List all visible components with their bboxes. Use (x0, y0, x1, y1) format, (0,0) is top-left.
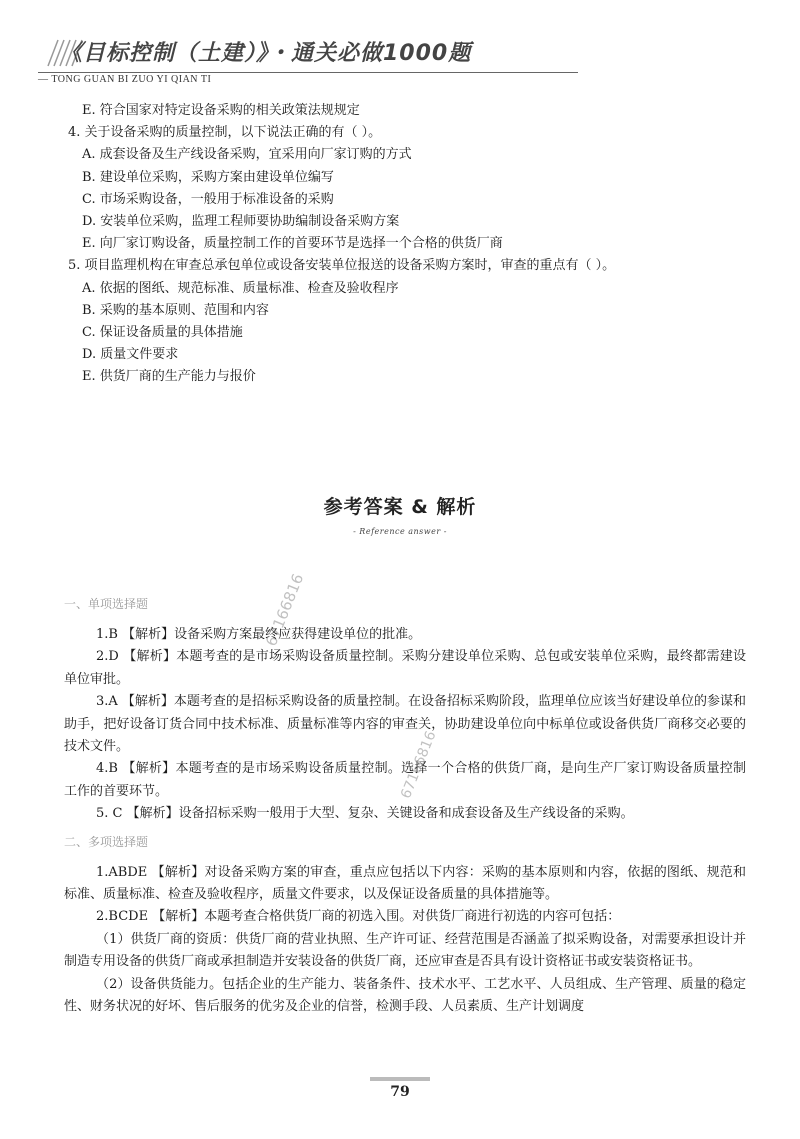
single-choice-label: 一、单项选择题 (64, 597, 149, 611)
q4-option-b: B. 建设单位采购，采购方案由建设单位编写 (82, 169, 334, 185)
multi-answer-1: 1.ABDE 【解析】对设备采购方案的审查，重点应包括以下内容：采购的基本原则和内容，依据的图纸、规范和标准、质量标准、检查及验收程序，质量文件要求，以及保证设备质量的具体措施等。 (64, 864, 746, 903)
q4-stem: 4. 关于设备采购的质量控制，以下说法正确的有（ ）。 (68, 125, 382, 141)
answer-section-heading (0, 492, 800, 536)
q5-option-d: D. 质量文件要求 (82, 347, 179, 363)
header-rule (38, 72, 578, 73)
single-answer-3: 3.A 【解析】本题考查的是招标采购设备的质量控制。在设备招标采购阶段，监理单位应该当好建设单位的参谋和助手，把好设备订货合同中技术标准、质量标准等内容的审查关，协助建设单位向中标单位或设备供货厂商移交必要的技术文件。 (64, 694, 746, 755)
single-answer-5: 5. C 【解析】设备招标采购一般用于大型、复杂、关键设备和成套设备及生产线设备的采购。 (96, 806, 634, 822)
question-block (68, 100, 758, 389)
single-answer-1: 1.B 【解析】设备采购方案最终应获得建设单位的批准。 (96, 627, 422, 642)
q5-option-c: C. 保证设备质量的具体措施 (82, 325, 243, 341)
q4-option-a: A. 成套设备及生产线设备采购，宜采用向厂家订购的方式 (82, 147, 412, 163)
multi-answer-2-item-1: （1）供货厂商的资质：供货厂商的营业执照、生产许可证、经营范围是否涵盖了拟采购设备，对需要承担设计并制造专用设备的供货厂商或承担制造并安装设备的供货厂商，还应审查是否具有设计资格证书或安装资格证书。 (64, 931, 746, 970)
q4-option-c: C. 市场采购设备，一般用于标准设备的采购 (82, 191, 334, 207)
page-number-decoration (370, 1076, 430, 1082)
q5-option-e: E. 供货厂商的生产能力与报价 (82, 369, 256, 385)
q5-option-a: A. 依据的图纸、规范标准、质量标准、检查及验收程序 (82, 280, 399, 296)
page-number: 79 (390, 1084, 410, 1100)
q5-option-b: B. 采购的基本原则、范围和内容 (82, 302, 269, 318)
multi-answer-2: 2.BCDE 【解析】本题考查合格供货厂商的初选入围。对供货厂商进行初选的内容可包括： (96, 909, 621, 925)
q4-option-d: D. 安装单位采购，监理工程师要协助编制设备采购方案 (82, 214, 400, 230)
single-answer-4: 4.B 【解析】本题考查的是市场采购设备质量控制。选择一个合格的供货厂商，是向生产厂家订购设备质量控制工作的首要环节。 (64, 761, 746, 799)
watermark-2: 67166816 (398, 728, 440, 801)
multi-choice-label: 二、多项选择题 (64, 834, 149, 849)
header-pinyin: — TONG GUAN BI ZUO YI QIAN TI (38, 74, 212, 85)
multi-answer-2-item-2: （2）设备供货能力。包括企业的生产能力、装备条件、技术水平、工艺水平、人员组成、生产管理、质量的稳定性、财务状况的好坏、售后服务的优劣及企业的信誉，检测手段、人员素质、生产计划调度 (64, 976, 746, 1015)
q5-stem: 5. 项目监理机构在审查总承包单位或设备安装单位报送的设备采购方案时，审查的重点有（ ）。 (68, 258, 616, 274)
answer-list (64, 594, 746, 1019)
header-title: 《目标控制（土建）》・通关必做1000题 (60, 41, 472, 66)
watermark-1: 67166816 (262, 571, 308, 649)
page-header (38, 34, 778, 90)
q3-option-e: E. 符合国家对特定设备采购的相关政策法规规定 (82, 103, 360, 118)
single-answer-2: 2.D 【解析】本题考查的是市场采购设备质量控制。采购分建设单位采购、总包或安装单位采购，最终都需建设单位审批。 (64, 649, 746, 687)
q4-option-e: E. 向厂家订购设备，质量控制工作的首要环节是选择一个合格的供货厂商 (82, 236, 503, 252)
answer-section-title: 参考答案 & 解析 (323, 496, 477, 518)
answer-section-subtitle: - Reference answer - (353, 527, 447, 536)
